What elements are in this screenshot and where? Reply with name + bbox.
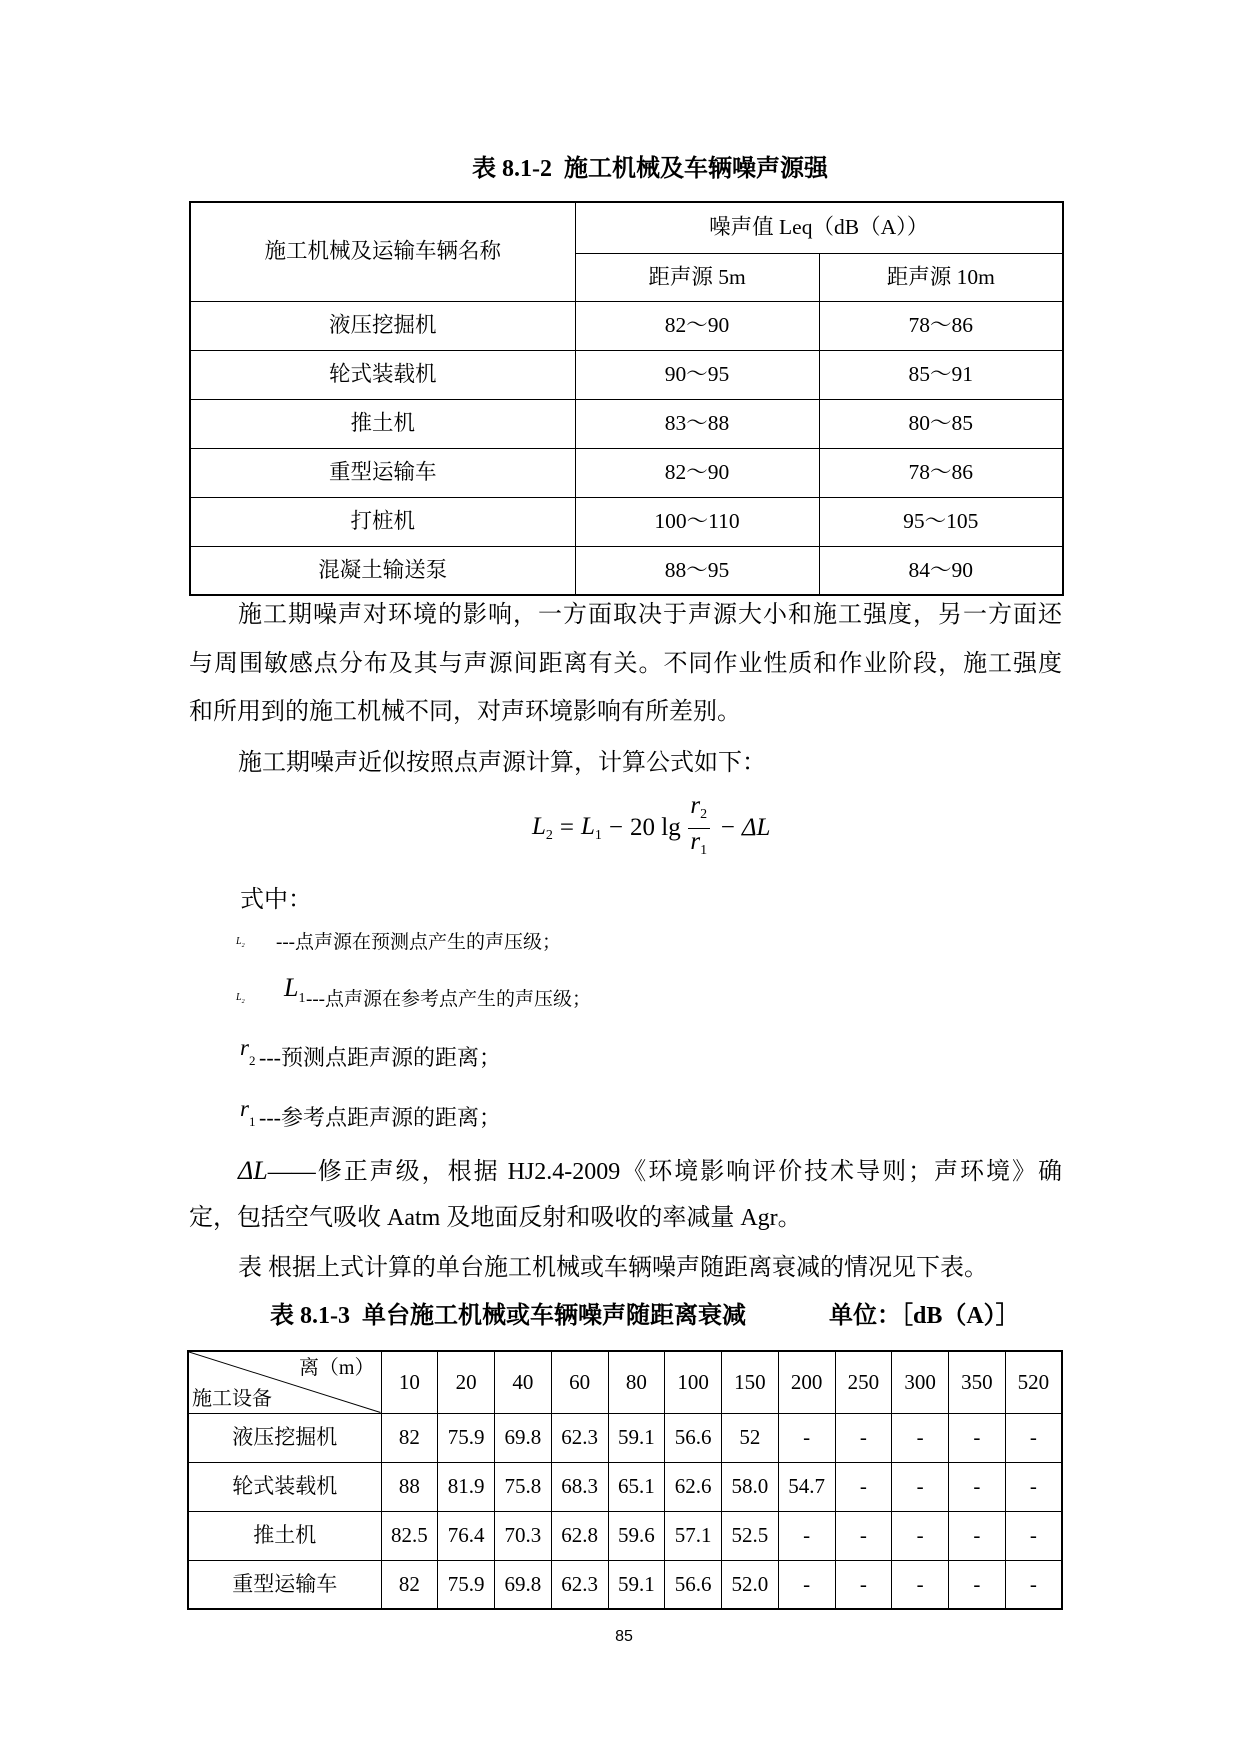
formula-intro: 施工期噪声近似按照点声源计算，计算公式如下： bbox=[238, 750, 766, 776]
table-row bbox=[190, 497, 1063, 546]
header-distance-10m: 距声源 10m bbox=[819, 253, 1063, 301]
attenuation-value-cell: - bbox=[835, 1560, 892, 1609]
definition-delta-l bbox=[238, 1156, 1062, 1186]
attenuation-value-cell: 88 bbox=[381, 1462, 438, 1511]
machine-name-cell: 打桩机 bbox=[190, 497, 575, 546]
table-header-row bbox=[188, 1351, 1062, 1413]
attenuation-value-cell: 75.9 bbox=[438, 1560, 495, 1609]
symbol-r2-sub: 2 bbox=[248, 1053, 256, 1068]
formula-lhs-var: L bbox=[532, 812, 546, 840]
formula-delta-l: ΔL bbox=[741, 814, 771, 841]
attenuation-value-cell: 82 bbox=[381, 1413, 438, 1462]
symbol-r2 bbox=[240, 1035, 255, 1074]
distance-header: 10 bbox=[381, 1351, 438, 1413]
formula-lhs-sub: 2 bbox=[545, 827, 553, 843]
noise-10m-cell: 84～90 bbox=[819, 546, 1063, 595]
definition-l2-text: ---点声源在预测点产生的声压级； bbox=[276, 932, 561, 953]
attenuation-value-cell: 56.6 bbox=[665, 1560, 722, 1609]
formula-fraction bbox=[688, 793, 710, 864]
attenuation-value-cell: 62.3 bbox=[551, 1413, 608, 1462]
attenuation-value-cell: 75.8 bbox=[495, 1462, 552, 1511]
numerator-sub: 2 bbox=[700, 806, 708, 822]
attenuation-value-cell: - bbox=[778, 1560, 835, 1609]
attenuation-value-cell: 62.8 bbox=[551, 1511, 608, 1560]
attenuation-value-cell: - bbox=[835, 1511, 892, 1560]
where-label: 式中： bbox=[240, 887, 312, 913]
table-row bbox=[190, 546, 1063, 595]
noise-5m-cell: 82～90 bbox=[575, 448, 819, 497]
machine-name-cell: 混凝土输送泵 bbox=[190, 546, 575, 595]
symbol-l1-sub: 1 bbox=[298, 991, 306, 1007]
tiny-symbol-var: L bbox=[236, 992, 242, 1003]
tiny-symbol-sub: 2 bbox=[241, 999, 245, 1005]
attenuation-value-cell: 76.4 bbox=[438, 1511, 495, 1560]
attenuation-value-cell: 65.1 bbox=[608, 1462, 665, 1511]
equipment-name-cell: 液压挖掘机 bbox=[188, 1413, 381, 1462]
noise-10m-cell: 85～91 bbox=[819, 350, 1063, 399]
formula-l1-sub: 1 bbox=[594, 827, 602, 843]
equipment-name-cell: 轮式装载机 bbox=[188, 1462, 381, 1511]
tiny-symbol-sub: 2 bbox=[241, 943, 245, 949]
attenuation-value-cell: - bbox=[1005, 1413, 1062, 1462]
symbol-r1-sub: 1 bbox=[248, 1114, 256, 1129]
machine-name-cell: 轮式装载机 bbox=[190, 350, 575, 399]
attenuation-value-cell: - bbox=[1005, 1511, 1062, 1560]
noise-10m-cell: 95～105 bbox=[819, 497, 1063, 546]
corner-distance-label: 离（m） bbox=[298, 1357, 375, 1379]
header-noise-value: 噪声值 Leq（dB（A）） bbox=[575, 202, 1063, 253]
distance-header: 100 bbox=[665, 1351, 722, 1413]
table2-unit: 单位：［dB（A）］ bbox=[829, 1303, 1020, 1329]
table-intro: 表 根据上式计算的单台施工机械或车辆噪声随距离衰减的情况见下表。 bbox=[238, 1255, 988, 1281]
attenuation-value-cell: - bbox=[892, 1560, 949, 1609]
attenuation-value-cell: - bbox=[778, 1413, 835, 1462]
table-header-row bbox=[190, 202, 1063, 253]
symbol-l1 bbox=[284, 971, 305, 1016]
table-row bbox=[188, 1462, 1062, 1511]
table-row bbox=[188, 1560, 1062, 1609]
equipment-name-cell: 推土机 bbox=[188, 1511, 381, 1560]
distance-header: 150 bbox=[722, 1351, 779, 1413]
attenuation-value-cell: - bbox=[892, 1413, 949, 1462]
attenuation-value-cell: - bbox=[949, 1462, 1006, 1511]
distance-header: 200 bbox=[778, 1351, 835, 1413]
table2-title: 表 8.1-3 单台施工机械或车辆噪声随距离衰减 bbox=[270, 1303, 746, 1329]
attenuation-value-cell: 75.9 bbox=[438, 1413, 495, 1462]
noise-5m-cell: 82～90 bbox=[575, 301, 819, 350]
attenuation-value-cell: 68.3 bbox=[551, 1462, 608, 1511]
machine-name-cell: 推土机 bbox=[190, 399, 575, 448]
symbol-r1-var: r bbox=[240, 1096, 249, 1121]
tiny-symbol-var: L bbox=[236, 936, 242, 947]
machine-name-cell: 重型运输车 bbox=[190, 448, 575, 497]
noise-5m-cell: 100～110 bbox=[575, 497, 819, 546]
attenuation-value-cell: 56.6 bbox=[665, 1413, 722, 1462]
formula-rhs-l1 bbox=[581, 813, 602, 844]
attenuation-value-cell: 82.5 bbox=[381, 1511, 438, 1560]
numerator-var: r bbox=[690, 791, 701, 819]
distance-header: 520 bbox=[1005, 1351, 1062, 1413]
attenuation-value-cell: - bbox=[892, 1511, 949, 1560]
paragraph-line: 定，包括空气吸收 Aatm 及地面反射和吸收的率减量 Agr。 bbox=[189, 1205, 802, 1231]
attenuation-value-cell: 62.6 bbox=[665, 1462, 722, 1511]
attenuation-value-cell: 58.0 bbox=[722, 1462, 779, 1511]
paragraph-line: 与周围敏感点分布及其与声源间距离有关。不同作业性质和作业阶段，施工强度 bbox=[189, 651, 1062, 677]
denominator-var: r bbox=[690, 827, 701, 855]
attenuation-value-cell: 59.6 bbox=[608, 1511, 665, 1560]
attenuation-value-cell: - bbox=[949, 1560, 1006, 1609]
fraction-denominator bbox=[690, 829, 707, 864]
noise-source-table bbox=[189, 201, 1064, 596]
attenuation-value-cell: 82 bbox=[381, 1560, 438, 1609]
formula-lhs bbox=[532, 813, 553, 844]
noise-5m-cell: 83～88 bbox=[575, 399, 819, 448]
fraction-numerator bbox=[690, 793, 707, 828]
header-distance-5m: 距声源 5m bbox=[575, 253, 819, 301]
attenuation-value-cell: - bbox=[892, 1462, 949, 1511]
table-row bbox=[190, 399, 1063, 448]
corner-equipment-label: 施工设备 bbox=[192, 1387, 272, 1410]
definition-delta-l-text: ——修正声级，根据 HJ2.4-2009《环境影响评价技术导则；声环境》确 bbox=[267, 1159, 1062, 1185]
distance-header: 40 bbox=[495, 1351, 552, 1413]
formula-equals: = bbox=[559, 814, 575, 841]
symbol-r1 bbox=[240, 1096, 255, 1135]
attenuation-value-cell: 59.1 bbox=[608, 1560, 665, 1609]
attenuation-value-cell: 52.0 bbox=[722, 1560, 779, 1609]
attenuation-value-cell: - bbox=[835, 1462, 892, 1511]
tiny-symbol-l2 bbox=[236, 991, 245, 1009]
table-row bbox=[190, 448, 1063, 497]
attenuation-value-cell: 62.3 bbox=[551, 1560, 608, 1609]
table-row bbox=[190, 350, 1063, 399]
attenuation-value-cell: 54.7 bbox=[778, 1462, 835, 1511]
formula-l1-var: L bbox=[581, 812, 595, 840]
attenuation-value-cell: - bbox=[835, 1413, 892, 1462]
distance-header: 20 bbox=[438, 1351, 495, 1413]
formula-coefficient: 20 lg bbox=[630, 814, 681, 841]
attenuation-value-cell: 52.5 bbox=[722, 1511, 779, 1560]
symbol-delta-l: ΔL bbox=[238, 1156, 268, 1185]
attenuation-value-cell: 69.8 bbox=[495, 1560, 552, 1609]
page-number: 85 bbox=[615, 1628, 633, 1645]
tiny-symbol-l2 bbox=[236, 935, 245, 953]
attenuation-value-cell: - bbox=[949, 1511, 1006, 1560]
symbol-l1-var: L bbox=[284, 973, 299, 1002]
noise-10m-cell: 78～86 bbox=[819, 301, 1063, 350]
table-row bbox=[190, 301, 1063, 350]
definition-r2-text: ---预测点距声源的距离； bbox=[259, 1045, 501, 1070]
attenuation-value-cell: - bbox=[778, 1511, 835, 1560]
attenuation-value-cell: 59.1 bbox=[608, 1413, 665, 1462]
distance-header: 60 bbox=[551, 1351, 608, 1413]
distance-attenuation-table bbox=[187, 1350, 1063, 1610]
attenuation-value-cell: 57.1 bbox=[665, 1511, 722, 1560]
attenuation-value-cell: 69.8 bbox=[495, 1413, 552, 1462]
attenuation-value-cell: - bbox=[1005, 1462, 1062, 1511]
definition-l1-text: ---点声源在参考点产生的声压级； bbox=[306, 989, 591, 1010]
formula bbox=[532, 791, 771, 861]
distance-header: 300 bbox=[892, 1351, 949, 1413]
attenuation-value-cell: 52 bbox=[722, 1413, 779, 1462]
definition-r1-text: ---参考点距声源的距离； bbox=[259, 1105, 501, 1130]
noise-10m-cell: 80～85 bbox=[819, 399, 1063, 448]
attenuation-value-cell: 70.3 bbox=[495, 1511, 552, 1560]
equipment-name-cell: 重型运输车 bbox=[188, 1560, 381, 1609]
table-row bbox=[188, 1413, 1062, 1462]
symbol-r2-var: r bbox=[240, 1035, 249, 1060]
machine-name-cell: 液压挖掘机 bbox=[190, 301, 575, 350]
noise-5m-cell: 90～95 bbox=[575, 350, 819, 399]
noise-5m-cell: 88～95 bbox=[575, 546, 819, 595]
denominator-sub: 1 bbox=[700, 842, 708, 858]
noise-10m-cell: 78～86 bbox=[819, 448, 1063, 497]
distance-header: 350 bbox=[949, 1351, 1006, 1413]
table-row bbox=[188, 1511, 1062, 1560]
corner-header-cell bbox=[188, 1351, 381, 1413]
attenuation-value-cell: - bbox=[1005, 1560, 1062, 1609]
paragraph-line: 施工期噪声对环境的影响，一方面取决于声源大小和施工强度，另一方面还 bbox=[238, 602, 1062, 628]
formula-minus: − bbox=[608, 814, 624, 841]
formula-minus: − bbox=[720, 814, 735, 841]
attenuation-value-cell: - bbox=[949, 1413, 1006, 1462]
attenuation-value-cell: 81.9 bbox=[438, 1462, 495, 1511]
paragraph-line: 和所用到的施工机械不同，对声环境影响有所差别。 bbox=[189, 699, 741, 725]
distance-header: 80 bbox=[608, 1351, 665, 1413]
header-machine-name: 施工机械及运输车辆名称 bbox=[190, 202, 575, 301]
table1-title: 表 8.1-2 施工机械及车辆噪声源强 bbox=[472, 156, 828, 182]
distance-header: 250 bbox=[835, 1351, 892, 1413]
